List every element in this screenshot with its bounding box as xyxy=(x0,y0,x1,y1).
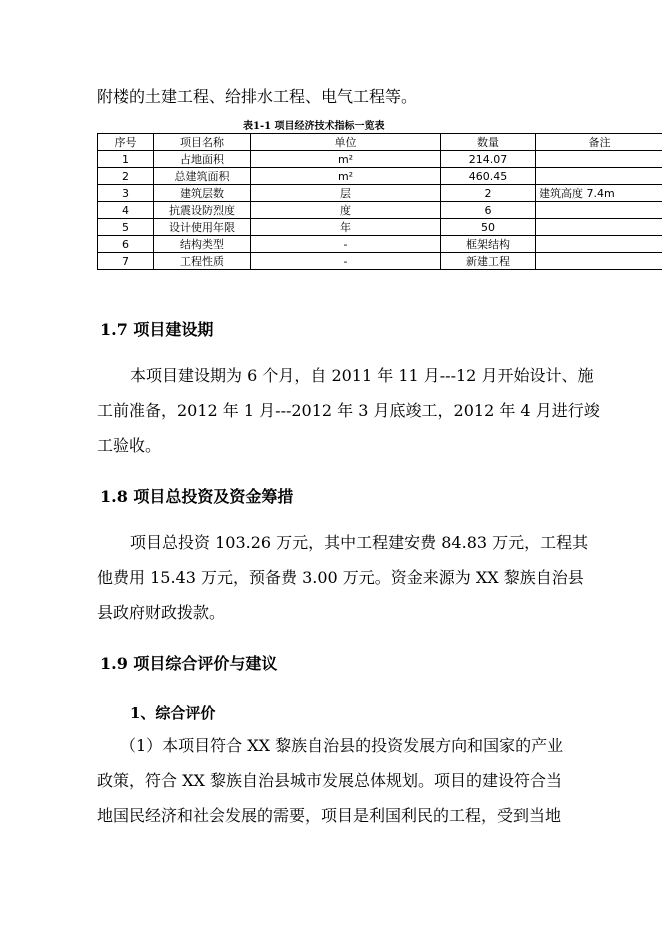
table-caption: 表1-1 项目经济技术指标一览表 xyxy=(243,121,385,132)
table-cell: - xyxy=(251,236,441,253)
table-cell: 度 xyxy=(251,202,441,219)
table-cell: 层 xyxy=(251,185,441,202)
paragraph-line: （1）本项目符合 XX 黎族自治县的投资发展方向和国家的产业 xyxy=(120,736,564,755)
table-cell: 建筑高度 7.4m xyxy=(536,185,662,202)
table-cell: 3 xyxy=(98,185,154,202)
table-cell xyxy=(536,253,662,270)
paragraph-line: 政策，符合 XX 黎族自治县城市发展总体规划。项目的建设符合当 xyxy=(97,771,562,790)
paragraph-line: 他费用 15.43 万元，预备费 3.00 万元。资金来源为 XX 黎族自治县 xyxy=(97,568,584,587)
table-cell: 214.07 xyxy=(441,151,536,168)
paragraph-line: 地国民经济和社会发展的需要，项目是利国利民的工程，受到当地 xyxy=(97,806,562,825)
section-heading-1-8: 1.8 项目总投资及资金筹措 xyxy=(100,487,294,506)
intro-line: 附楼的土建工程、给排水工程、电气工程等。 xyxy=(97,87,418,106)
table-cell: - xyxy=(251,253,441,270)
table-cell: 6 xyxy=(98,236,154,253)
section-heading-1-7: 1.7 项目建设期 xyxy=(100,320,214,339)
table-cell: 7 xyxy=(98,253,154,270)
subheading-evaluation: 1、综合评价 xyxy=(130,704,216,722)
table-cell: 4 xyxy=(98,202,154,219)
table-cell: 总建筑面积 xyxy=(154,168,251,185)
header-cell: 备注 xyxy=(536,134,662,151)
table-header-row xyxy=(98,134,662,151)
table-row xyxy=(98,202,662,219)
paragraph-line: 县政府财政拨款。 xyxy=(97,603,226,622)
paragraph-line: 工前准备，2012 年 1 月---2012 年 3 月底竣工，2012 年 4 月进行竣 xyxy=(97,401,600,420)
table-cell xyxy=(536,202,662,219)
table-cell: 占地面积 xyxy=(154,151,251,168)
header-cell: 项目名称 xyxy=(154,134,251,151)
table-cell: 50 xyxy=(441,219,536,236)
table-row xyxy=(98,151,662,168)
table-cell: 新建工程 xyxy=(441,253,536,270)
table-cell: 结构类型 xyxy=(154,236,251,253)
table-cell: 设计使用年限 xyxy=(154,219,251,236)
paragraph-line: 工验收。 xyxy=(97,436,162,455)
header-cell: 序号 xyxy=(98,134,154,151)
table-row xyxy=(98,236,662,253)
table-cell: 6 xyxy=(441,202,536,219)
table-cell: 年 xyxy=(251,219,441,236)
table-cell xyxy=(536,168,662,185)
header-cell: 单位 xyxy=(251,134,441,151)
table-cell: 工程性质 xyxy=(154,253,251,270)
table-cell: 抗震设防烈度 xyxy=(154,202,251,219)
table-cell: m² xyxy=(251,168,441,185)
paragraph-line: 本项目建设期为 6 个月，自 2011 年 11 月---12 月开始设计、施 xyxy=(130,366,594,385)
header-cell: 数量 xyxy=(441,134,536,151)
paragraph-line: 项目总投资 103.26 万元，其中工程建安费 84.83 万元，工程其 xyxy=(130,533,589,552)
table-cell: 5 xyxy=(98,219,154,236)
table-row xyxy=(98,219,662,236)
table-row xyxy=(98,168,662,185)
indicators-table xyxy=(97,133,662,270)
table-cell: 460.45 xyxy=(441,168,536,185)
table-cell xyxy=(536,236,662,253)
table-cell: 1 xyxy=(98,151,154,168)
table-cell: 框架结构 xyxy=(441,236,536,253)
section-heading-1-9: 1.9 项目综合评价与建议 xyxy=(100,654,278,673)
table-cell: 建筑层数 xyxy=(154,185,251,202)
table-cell: 2 xyxy=(441,185,536,202)
table-row xyxy=(98,185,662,202)
table-row xyxy=(98,253,662,270)
table-cell: m² xyxy=(251,151,441,168)
table-cell xyxy=(536,219,662,236)
table-cell xyxy=(536,151,662,168)
table-cell: 2 xyxy=(98,168,154,185)
